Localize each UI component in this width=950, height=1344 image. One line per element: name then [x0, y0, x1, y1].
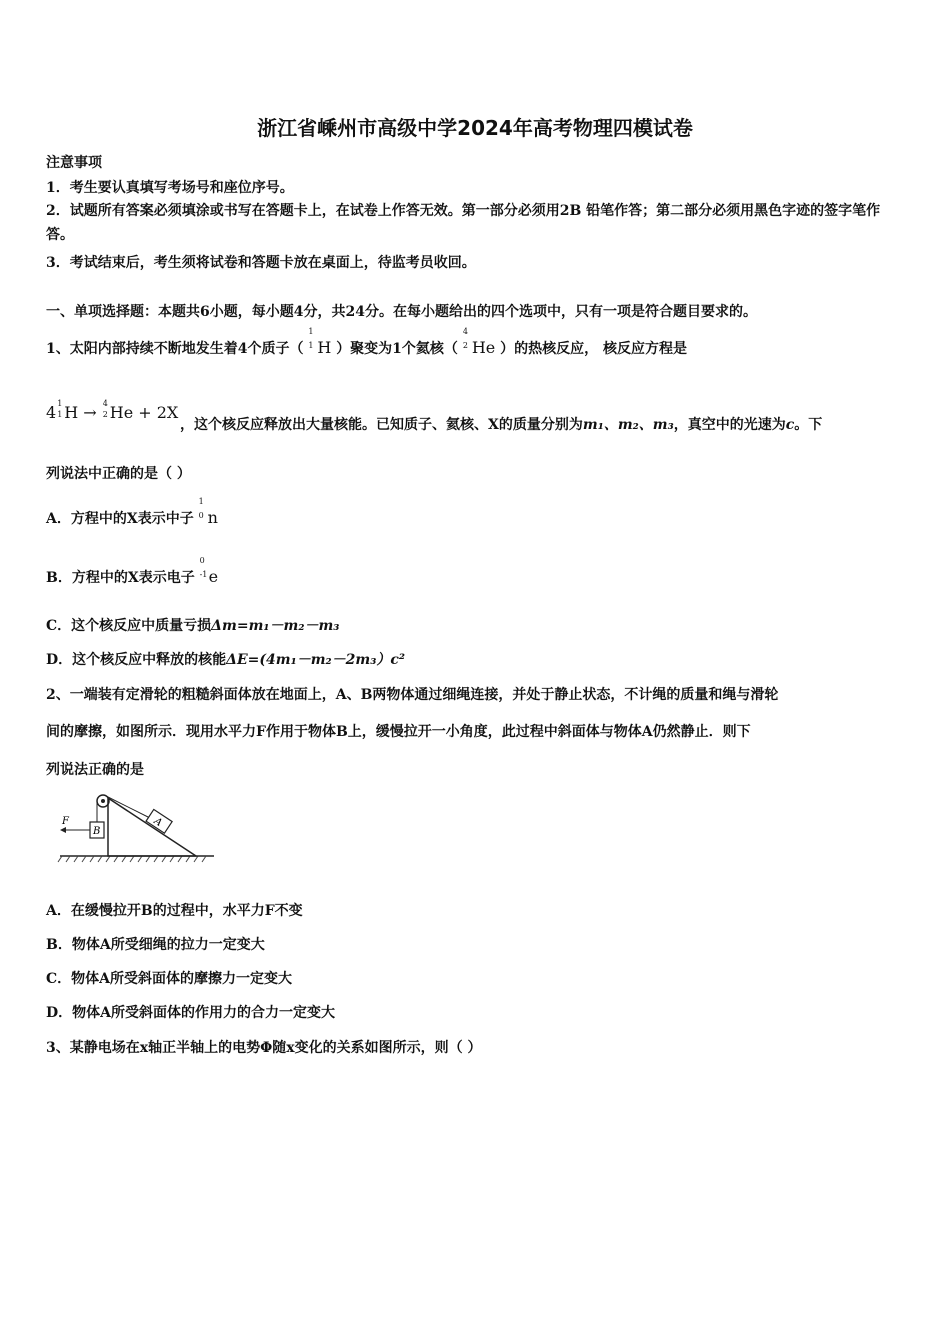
block-a [146, 809, 172, 833]
section-heading: 一、单项选择题：本题共6小题，每小题4分，共24分。在每小题给出的四个选项中，只有一项是符合题目要求的。 [46, 304, 757, 320]
notice-heading: 注意事项 [46, 155, 102, 171]
q1-option-d: D．这个核反应中释放的核能ΔE=(4m₁－m₂－2m₃）c² [46, 652, 406, 668]
page-title: 浙江省嵊州市高级中学2024年高考物理四模试卷 [257, 116, 693, 140]
q1-option-c: C．这个核反应中质量亏损Δm=m₁－m₂－m₃ [46, 618, 340, 634]
q1-stem-cont: ，这个核反应释放出大量核能。已知质子、氦核、X的质量分别为m₁、m₂、m₃，真空中的光速为c。下 [180, 417, 823, 433]
q1-stem-line2: 列说法中正确的是（ ） [46, 466, 191, 482]
q2-stem-2: 间的摩擦，如图所示．现用水平力F作用于物体B上，缓慢拉开一小角度，此过程中斜面体与物体A仍然静止．则下 [46, 724, 751, 740]
q2-option-b: B．物体A所受细绳的拉力一定变大 [46, 937, 265, 953]
q2-option-c: C．物体A所受斜面体的摩擦力一定变大 [46, 971, 293, 987]
q1-stem: 1、太阳内部持续不断地发生着4个质子（ 1 1 H ）聚变为1个氦核（ 4 2 He ）的热核反应， 核反应方程是 [46, 327, 687, 357]
svg-text:B: B [93, 826, 101, 837]
rope-to-a [106, 796, 150, 818]
svg-text:F: F [62, 816, 69, 827]
notice-item-2: 2．试题所有答案必须填涂或书写在答题卡上，在试卷上作答无效。第一部分必须用2B 铅笔作答；第二部分必须用黑色字迹的签字笔作答。 [46, 203, 881, 243]
incline-pulley-figure [46, 786, 216, 868]
q3-stem: 3、某静电场在x轴正半轴上的电势Φ随x变化的关系如图所示，则（ ） [46, 1040, 482, 1056]
notice-item-3: 3．考试结束后，考生须将试卷和答题卡放在桌面上，待监考员收回。 [46, 255, 476, 271]
neutron-nuclide: 1 0 n [198, 497, 218, 527]
svg-text:A: A [151, 815, 165, 829]
q2-stem-3: 列说法正确的是 [46, 762, 144, 778]
q1-option-a: A．方程中的X表示中子 1 0 n [46, 497, 218, 527]
proton-nuclide: 1 1 H [308, 327, 332, 357]
ground-hatching [58, 856, 206, 862]
q2-option-d: D．物体A所受斜面体的作用力的合力一定变大 [46, 1005, 336, 1021]
helium-nuclide: 4 2 He [462, 327, 496, 357]
q1-option-b: B．方程中的X表示电子 0 -1 e [46, 556, 219, 586]
reaction-equation: 4 1 1 H → 4 2 He + 2X [46, 399, 179, 422]
notice-item-1: 1．考生要认真填写考场号和座位序号。 [46, 180, 294, 196]
incline [108, 798, 196, 856]
q2-stem-1: 2、一端装有定滑轮的粗糙斜面体放在地面上，A、B两物体通过细绳连接，并处于静止状态，不计绳的质量和绳与滑轮 [46, 687, 779, 703]
electron-nuclide: 0 -1 e [199, 556, 219, 586]
q2-option-a: A．在缓慢拉开B的过程中，水平力F不变 [46, 903, 303, 919]
